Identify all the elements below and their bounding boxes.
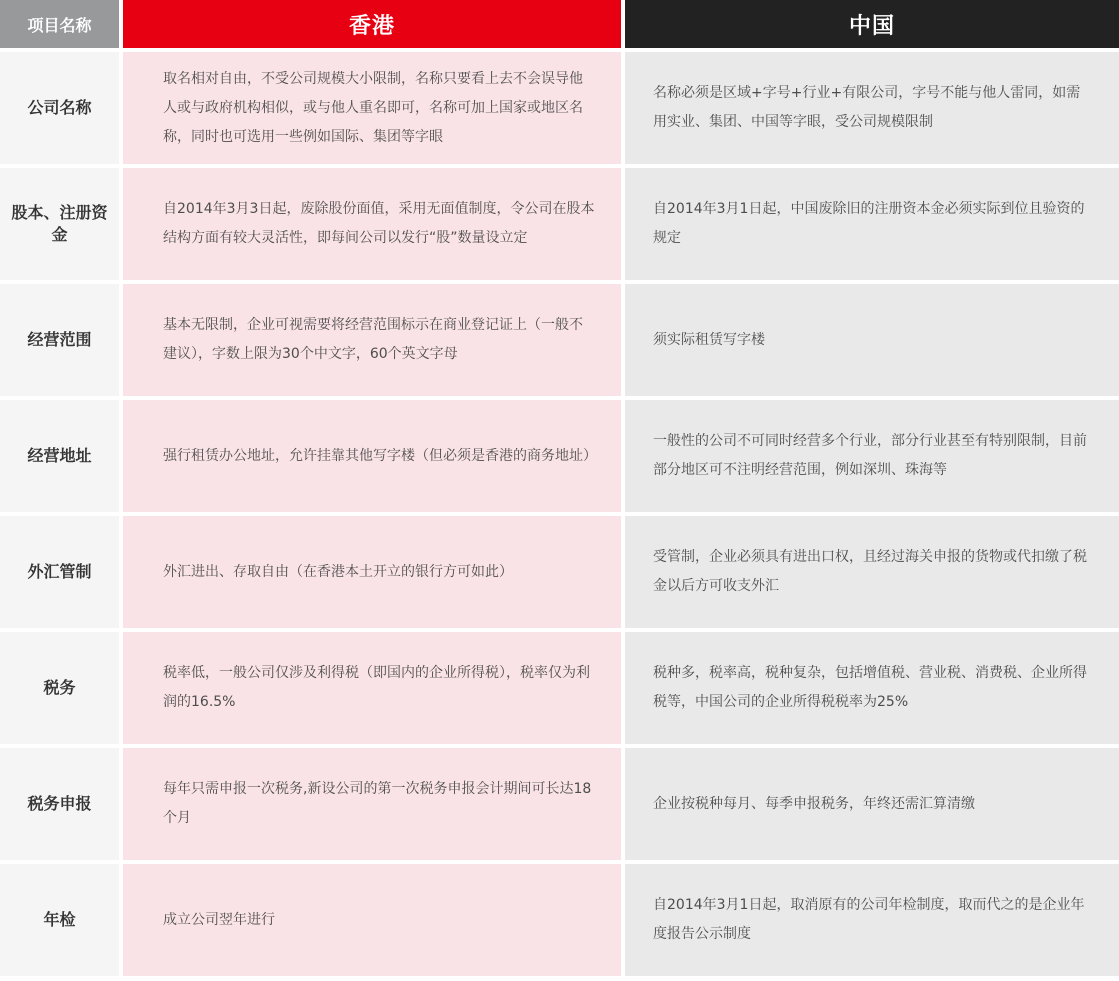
row-label-annual-review: 年检: [0, 864, 119, 976]
cn-value-capital: 自2014年3月1日起，中国废除旧的注册资本金必须实际到位且验资的规定: [625, 168, 1119, 280]
row-label-company-name: 公司名称: [0, 52, 119, 164]
cn-value-forex-control: 受管制，企业必须具有进出口权，且经过海关申报的货物或代扣缴了税金以后方可收支外汇: [625, 516, 1119, 628]
hk-value-business-address: 强行租赁办公地址，允许挂靠其他写字楼（但必须是香港的商务地址）: [123, 400, 621, 512]
row-label-tax: 税务: [0, 632, 119, 744]
row-label-business-address: 经营地址: [0, 400, 119, 512]
hk-value-business-scope: 基本无限制，企业可视需要将经营范围标示在商业登记证上（一般不建议），字数上限为30个中文字，60个英文字母: [123, 284, 621, 396]
row-label-capital: 股本、注册资金: [0, 168, 119, 280]
cn-value-business-address: 一般性的公司不可同时经营多个行业，部分行业甚至有特别限制，目前部分地区可不注明经营范围，例如深圳、珠海等: [625, 400, 1119, 512]
header-hongkong: 香港: [123, 0, 621, 48]
cn-value-annual-review: 自2014年3月1日起，取消原有的公司年检制度，取而代之的是企业年度报告公示制度: [625, 864, 1119, 976]
hk-value-forex-control: 外汇进出、存取自由（在香港本土开立的银行方可如此）: [123, 516, 621, 628]
hk-value-capital: 自2014年3月3日起，废除股份面值，采用无面值制度，令公司在股本结构方面有较大灵活性，即每间公司以发行“股”数量设立定: [123, 168, 621, 280]
cn-value-business-scope: 须实际租赁写字楼: [625, 284, 1119, 396]
cn-value-tax-filing: 企业按税种每月、每季申报税务，年终还需汇算清缴: [625, 748, 1119, 860]
hk-value-tax: 税率低，一般公司仅涉及利得税（即国内的企业所得税），税率仅为利润的16.5%: [123, 632, 621, 744]
row-label-tax-filing: 税务申报: [0, 748, 119, 860]
hk-value-tax-filing: 每年只需申报一次税务,新设公司的第一次税务申报会计期间可长达18个月: [123, 748, 621, 860]
hk-value-company-name: 取名相对自由，不受公司规模大小限制，名称只要看上去不会误导他人或与政府机构相似，或与他人重名即可，名称可加上国家或地区名称，同时也可选用一些例如国际、集团等字眼: [123, 52, 621, 164]
header-china: 中国: [625, 0, 1119, 48]
cn-value-tax: 税种多，税率高，税种复杂，包括增值税、营业税、消费税、企业所得税等，中国公司的企业所得税税率为25%: [625, 632, 1119, 744]
header-item-name: 项目名称: [0, 0, 119, 48]
row-label-forex-control: 外汇管制: [0, 516, 119, 628]
hk-value-annual-review: 成立公司翌年进行: [123, 864, 621, 976]
row-label-business-scope: 经营范围: [0, 284, 119, 396]
cn-value-company-name: 名称必须是区域+字号+行业+有限公司，字号不能与他人雷同，如需用实业、集团、中国等字眼，受公司规模限制: [625, 52, 1119, 164]
